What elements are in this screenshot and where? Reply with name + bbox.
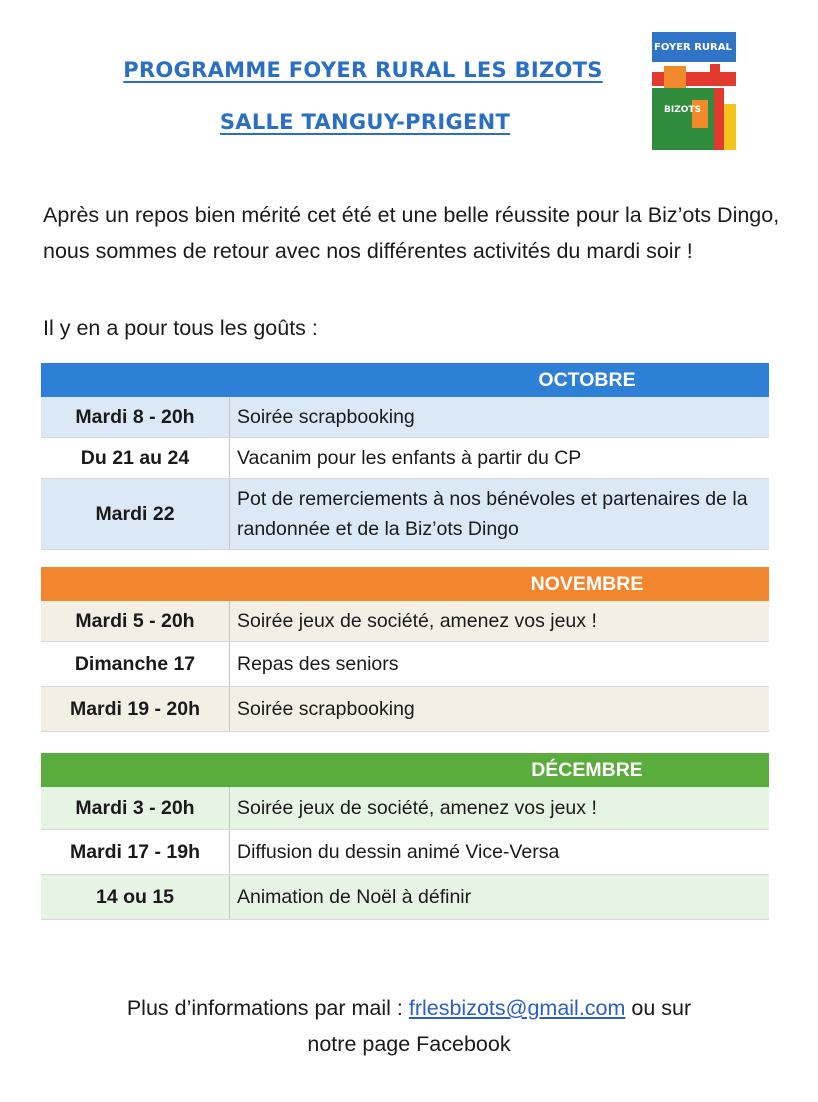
section-october	[41, 363, 769, 550]
document-title: PROGRAMME FOYER RURAL LES BIZOTS	[123, 58, 603, 82]
event-activity: Pot de remerciements à nos bénévoles et partenaires de la randonnée et de la Biz’ots Dingo	[237, 488, 748, 540]
event-date: Dimanche 17	[41, 642, 230, 686]
table-row	[41, 687, 769, 732]
contact-footer	[0, 990, 818, 1062]
email-link[interactable]: frlesbizots@gmail.com	[408, 996, 626, 1020]
logo-text-top: FOYER RURAL	[654, 42, 732, 53]
event-date: Mardi 3 - 20h	[41, 787, 230, 829]
intro-paragraph: Après un repos bien mérité cet été et une belle réussite pour la Biz’ots Dingo, nous sommes de retour avec nos différentes activités du mardi soir !	[43, 203, 780, 263]
month-label: NOVEMBRE	[530, 572, 644, 595]
event-activity: Soirée scrapbooking	[237, 406, 415, 428]
event-activity: Diffusion du dessin animé Vice-Versa	[237, 841, 560, 863]
event-date: 14 ou 15	[41, 875, 230, 919]
foyer-rural-logo	[648, 30, 738, 152]
event-activity: Animation de Noël à définir	[237, 886, 472, 908]
table-row	[41, 601, 769, 642]
table-row	[41, 787, 769, 830]
intro-tagline: Il y en a pour tous les goûts :	[43, 316, 318, 340]
event-date: Mardi 8 - 20h	[41, 397, 230, 437]
logo-text-bottom: BIZOTS	[664, 105, 702, 115]
event-date: Mardi 19 - 20h	[41, 687, 230, 731]
section-november	[41, 567, 769, 732]
month-label: OCTOBRE	[538, 368, 636, 391]
table-row	[41, 875, 769, 920]
table-row	[41, 479, 769, 550]
event-activity: Repas des seniors	[237, 653, 399, 675]
event-activity: Soirée jeux de société, amenez vos jeux !	[237, 797, 597, 819]
table-row	[41, 438, 769, 479]
facebook-line: notre page Facebook	[307, 1032, 511, 1056]
month-header-november	[41, 567, 769, 601]
event-activity: Vacanim pour les enfants à partir du CP	[237, 447, 582, 469]
event-date: Mardi 22	[41, 479, 230, 549]
contact-prefix: Plus d’informations par mail :	[126, 996, 409, 1020]
month-header-december	[41, 753, 769, 787]
event-date: Mardi 5 - 20h	[41, 601, 230, 641]
section-december	[41, 753, 769, 920]
event-activity: Soirée jeux de société, amenez vos jeux !	[237, 610, 597, 632]
contact-line	[0, 990, 818, 1026]
contact-suffix: ou sur	[625, 996, 692, 1020]
document-subtitle: SALLE TANGUY-PRIGENT	[219, 110, 511, 134]
event-date: Mardi 17 - 19h	[41, 830, 230, 874]
table-row	[41, 830, 769, 875]
table-row	[41, 642, 769, 687]
month-label: DÉCEMBRE	[531, 758, 643, 781]
event-activity: Soirée scrapbooking	[237, 698, 415, 720]
month-header-october	[41, 363, 769, 397]
event-date: Du 21 au 24	[41, 438, 230, 478]
table-row	[41, 397, 769, 438]
